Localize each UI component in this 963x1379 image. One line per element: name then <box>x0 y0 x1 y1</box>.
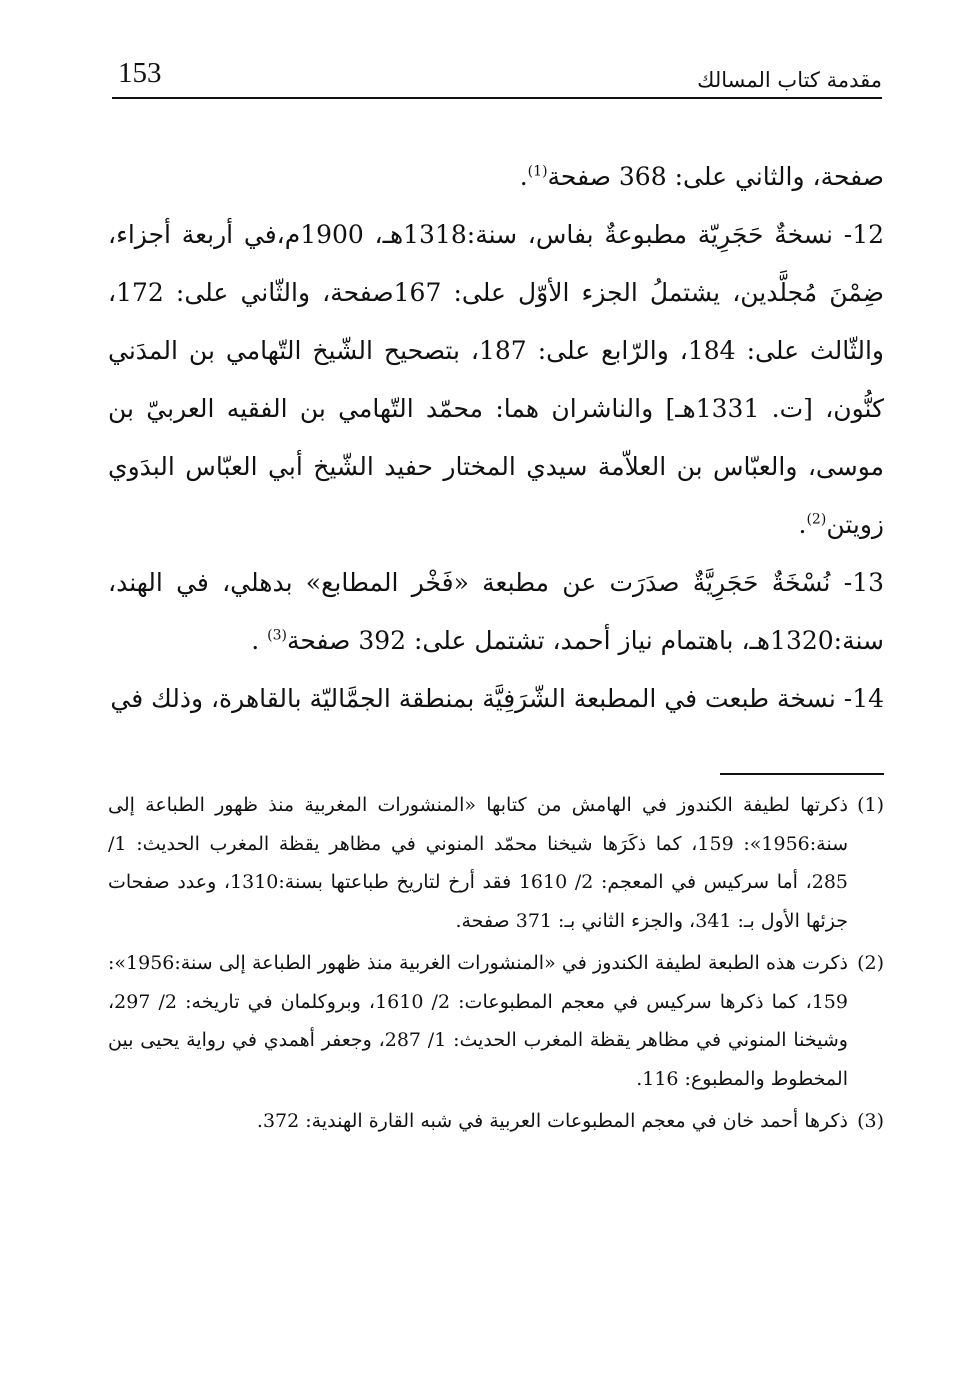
paragraph-item-14: 14- نسخة طبعت في المطبعة الشّرَفِيَّة بمنطقة الجمَّاليّة بالقاهرة، وذلك في <box>110 684 884 713</box>
footnote-text: ذكرت هذه الطبعة لطيفة الكندوز في «المنشورات الغربية منذ ظهور الطباعة إلى سنة:1956»: 159، كما ذكرها سركيس في معجم المطبوعات: 2/ 1610، وبروكلمان في تاريخه: 2/ 297، وشيخنا المنوني في مظاهر يقظة المغرب الحديث: 1/ 287، وجعفر أهمدي في رواية يحيى بين المخطوط والمطبوع: 116. <box>108 952 848 1090</box>
footnote-separator <box>720 773 884 775</box>
footnote-marker: (2) <box>857 952 884 974</box>
book-title: مقدمة كتاب المسالك <box>697 68 882 92</box>
main-text <box>108 148 884 728</box>
paragraph-continuation: صفحة، والثاني على: 368 صفحة$^{(1)}$. <box>519 162 884 191</box>
footnote-ref-3: (3) <box>267 627 287 644</box>
footnote-text: ذكرتها لطيفة الكندوز في الهامش من كتابها «المنشورات المغربية منذ ظهور الطباعة إلى سنة:1956»: 159، كما ذكَرَها شيخنا محمّد المنوني في مظاهر يقظة المغرب الحديث: 1/ 285، أما سركيس في المعجم: 2/ 1610 فقد أرخ لتاريخ طباعتها بسنة:1310، وعدد صفحات جزئها الأول بـ: 341، والجزء الثاني بـ: 371 صفحة. <box>108 794 848 932</box>
footnote-3 <box>108 1102 884 1141</box>
page-number: 153 <box>118 57 162 89</box>
paragraph-item-13: 13- نُسْخَةٌ حَجَرِيَّةٌ صدَرَت عن مطبعة «فَخْر المطابع» بدهلي، في الهند، سنة:1320هـ، باهتمام نياز أحمد، تشتمل على: 392 صفحة$^{(3)}$ . <box>108 568 884 655</box>
footnote-ref-2: (2) <box>806 511 827 528</box>
footnote-marker: (1) <box>857 794 884 816</box>
running-head <box>112 52 882 96</box>
paragraph-item-12: 12- نسخةٌ حَجَرِيّة مطبوعةٌ بفاس، سنة:1318هـ، 1900م،في أربعة أجزاء، ضِمْنَ مُجلَّدين، يشتملُ الجزء الأوّل على: 167صفحة، والثّاني على: 172، والثّالث على: 184، والرّابع على: 187، بتصحيح الشّيخ التّهامي بن المدَني كنُّون، [ت. 1331هـ] والناشران هما: محمّد التّهامي بن الفقيه العربيّ بن موسى، والعبّاس بن العلاّمة سيدي المختار حفيد الشّيخ أبي العبّاس البدَوي زويتن$^{(2)}$. <box>108 220 885 539</box>
footnote-1 <box>108 786 884 940</box>
footnote-text: ذكرها أحمد خان في معجم المطبوعات العربية في شبه القارة الهندية: 372. <box>256 1110 848 1132</box>
footnote-marker: (3) <box>857 1110 884 1132</box>
footnote-ref-1: (1) <box>527 163 548 180</box>
footnote-2 <box>108 944 884 1098</box>
header-rule <box>112 97 882 99</box>
footnotes <box>108 786 884 1145</box>
